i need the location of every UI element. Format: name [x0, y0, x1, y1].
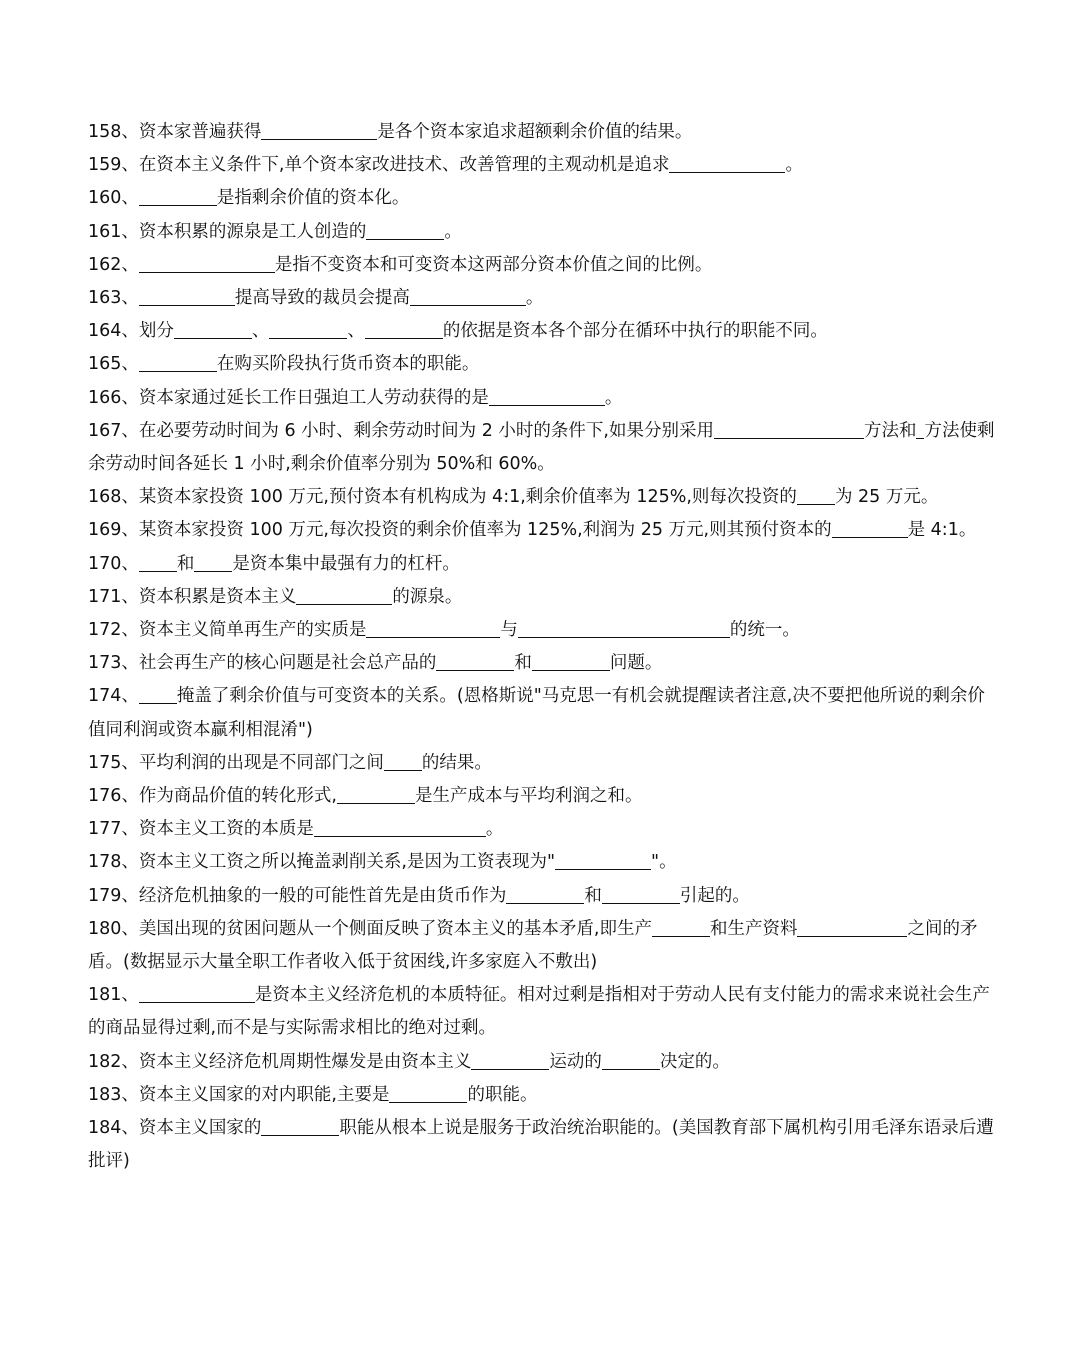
answer-blank	[366, 221, 444, 240]
question-169: 169、某资本家投资 100 万元,每次投资的剩余价值率为 125%,利润为 25 万元,则其预付资本的 是 4:1。	[88, 520, 977, 541]
answer-blank	[489, 387, 605, 406]
answer-blank	[314, 819, 486, 838]
question-181: 181、 是资本主义经济危机的本质特征。相对过剩是指相对于劳动人民有支付能力的需求来说社会生产的商品显得过剩,而不是与实际需求相比的绝对过剩。	[88, 985, 990, 1039]
answer-blank	[602, 1051, 660, 1070]
question-177: 177、资本主义工资的本质是 。	[88, 819, 504, 840]
answer-blank	[261, 1118, 339, 1137]
question-163: 163、 提高导致的裁员会提高 。	[88, 288, 544, 309]
question-171: 171、资本积累是资本主义 的源泉。	[88, 586, 463, 607]
answer-blank	[139, 553, 177, 572]
answer-blank	[602, 885, 680, 904]
question-173: 173、社会再生产的核心问题是社会总产品的 和 问题。	[88, 653, 663, 674]
answer-blank	[174, 321, 252, 340]
answer-blank	[436, 653, 514, 672]
answer-blank	[365, 321, 443, 340]
answer-blank	[518, 620, 730, 639]
answer-blank	[669, 155, 785, 174]
answer-blank	[269, 321, 347, 340]
answer-blank	[139, 188, 217, 207]
answer-blank	[139, 288, 235, 307]
question-176: 176、作为商品价值的转化形式, 是生产成本与平均利润之和。	[88, 786, 643, 807]
answer-blank	[384, 752, 422, 771]
answer-blank	[366, 620, 500, 639]
question-166: 166、资本家通过延长工作日强迫工人劳动获得的是 。	[88, 387, 623, 408]
answer-blank	[261, 122, 377, 141]
answer-blank	[797, 918, 907, 937]
answer-blank	[471, 1051, 549, 1070]
question-178: 178、资本主义工资之所以掩盖剥削关系,是因为工资表现为" "。	[88, 852, 677, 873]
answer-blank	[139, 354, 217, 373]
answer-blank	[389, 1084, 467, 1103]
answer-blank	[555, 852, 651, 871]
answer-blank	[714, 420, 864, 439]
question-179: 179、经济危机抽象的一般的可能性首先是由货币作为 和 引起的。	[88, 885, 750, 906]
question-184: 184、资本主义国家的 职能从根本上说是服务于政治统治职能的。(美国教育部下属机构引用毛泽东语录后遭批评)	[88, 1118, 994, 1172]
worksheet	[88, 116, 998, 1179]
question-174: 174、 掩盖了剩余价值与可变资本的关系。(恩格斯说"马克思一有机会就提醒读者注意,决不要把他所说的剩余价值同利润或资本赢利相混淆")	[88, 686, 985, 740]
question-172: 172、资本主义简单再生产的实质是 与 的统一。	[88, 620, 800, 641]
question-183: 183、资本主义国家的对内职能,主要是 的职能。	[88, 1084, 538, 1105]
answer-blank	[797, 487, 835, 506]
answer-blank	[194, 553, 232, 572]
question-175: 175、平均利润的出现是不同部门之间 的结果。	[88, 752, 492, 773]
answer-blank	[506, 885, 584, 904]
question-158: 158、资本家普遍获得 是各个资本家追求超额剩余价值的结果。	[88, 122, 693, 142]
answer-blank	[139, 686, 177, 705]
answer-blank	[532, 653, 610, 672]
question-164: 164、划分 、 、 的依据是资本各个部分在循环中执行的职能不同。	[88, 321, 828, 342]
answer-blank	[410, 288, 526, 307]
question-168: 168、某资本家投资 100 万元,预付资本有机构成为 4:1,剩余价值率为 125%,则每次投资的 为 25 万元。	[88, 487, 939, 508]
answer-blank	[139, 254, 275, 273]
question-182: 182、资本主义经济危机周期性爆发是由资本主义 运动的 决定的。	[88, 1051, 730, 1072]
question-160: 160、 是指剩余价值的资本化。	[88, 188, 410, 209]
question-161: 161、资本积累的源泉是工人创造的 。	[88, 221, 462, 242]
answer-blank	[652, 918, 710, 937]
answer-blank	[296, 586, 392, 605]
answer-blank	[832, 520, 908, 539]
question-162: 162、 是指不变资本和可变资本这两部分资本价值之间的比例。	[88, 254, 713, 275]
question-159: 159、在资本主义条件下,单个资本家改进技术、改善管理的主观动机是追求 。	[88, 155, 803, 176]
question-170: 170、 和 是资本集中最强有力的杠杆。	[88, 553, 460, 574]
question-167: 167、在必要劳动时间为 6 小时、剩余劳动时间为 2 小时的条件下,如果分别采用 方法和 方法使剩余劳动时间各延长 1 小时,剩余价值率分别为 50%和 60%。	[88, 420, 995, 475]
answer-blank	[139, 985, 255, 1004]
answer-blank	[337, 786, 415, 805]
question-180: 180、美国出现的贫困问题从一个侧面反映了资本主义的基本矛盾,即生产 和生产资料 之间的矛盾。(数据显示大量全职工作者收入低于贫困线,许多家庭入不敷出)	[88, 918, 978, 973]
question-165: 165、 在购买阶段执行货币资本的职能。	[88, 354, 480, 375]
